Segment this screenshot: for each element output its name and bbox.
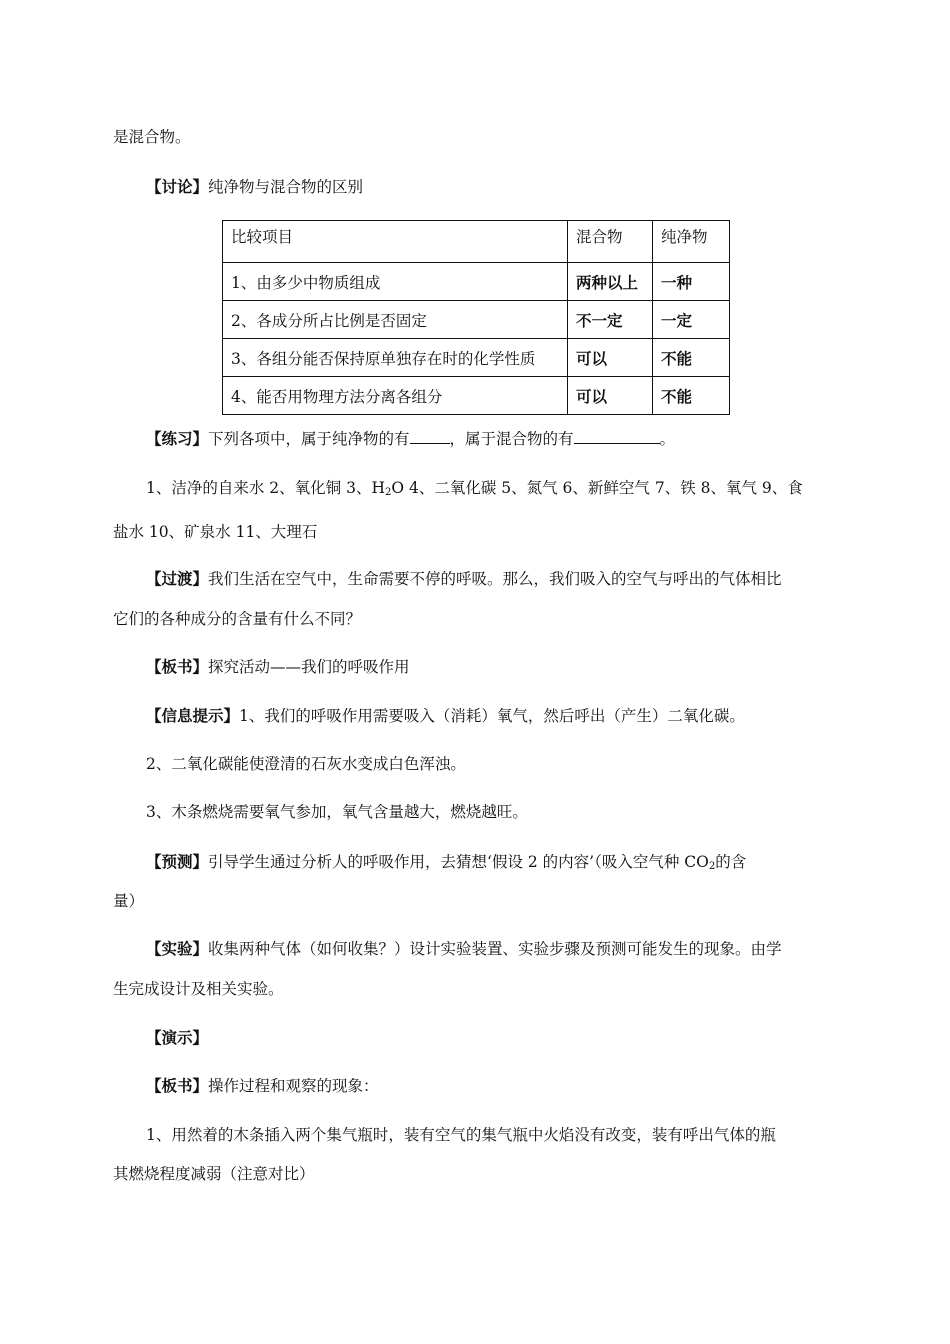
table-row (223, 339, 730, 377)
section-tag: 【讨论】 (146, 178, 209, 196)
predict-paragraph: 【预测】引导学生通过分析人的呼吸作用，去猜想‘假设 2 的内容’（吸入空气种 $CO_2$的含 (146, 853, 747, 872)
table-header-cell: 纯净物 (653, 221, 730, 263)
table-header-cell: 混合物 (568, 221, 653, 263)
observation-paragraph: 1、用然着的木条插入两个集气瓶时，装有空气的集气瓶中火焰没有改变，装有呼出气体的瓶 (146, 1126, 776, 1144)
info-paragraph: 2、二氧化碳能使澄清的石灰水变成白色浑浊。 (146, 755, 466, 773)
observation-paragraph: 其燃烧程度减弱（注意对比） (113, 1165, 315, 1183)
table-cell: 4、能否用物理方法分离各组分 (223, 377, 568, 415)
experiment-paragraph: 【实验】收集两种气体（如何收集？）设计实验装置、实验步骤及预测可能发生的现象。由学 (146, 940, 782, 958)
table-row (223, 263, 730, 301)
predict-paragraph: 量） (113, 892, 145, 910)
experiment-paragraph: 生完成设计及相关实验。 (113, 980, 284, 998)
discussion-heading: 【讨论】纯净物与混合物的区别 (146, 178, 364, 196)
demo-heading (146, 1028, 208, 1048)
table-row (223, 301, 730, 339)
board-heading: 【板书】操作过程和观察的现象： (146, 1077, 379, 1095)
table-header-cell: 比较项目 (223, 221, 568, 263)
exercise-heading: 【练习】下列各项中，属于纯净物的有 ，属于混合物的有 。 (146, 430, 676, 448)
section-tag: 【过渡】 (146, 570, 209, 588)
section-tag: 【预测】 (146, 853, 209, 871)
table-cell: 可以 (568, 339, 653, 377)
exercise-items: 1、洁净的自来水 2、氧化铜 3、$H_2O$ 4、二氧化碳 5、氮气 6、新鲜空气 7、铁 8、氧气 9、食 (146, 479, 803, 498)
table-cell: 2、各成分所占比例是否固定 (223, 301, 568, 339)
table-cell: 3、各组分能否保持原单独存在时的化学性质 (223, 339, 568, 377)
table-cell: 一定 (653, 301, 730, 339)
text-line: 是混合物。 (113, 128, 191, 146)
section-tag: 【演示】 (146, 1029, 209, 1047)
answer-blank (410, 428, 450, 444)
answer-blank (574, 428, 660, 444)
section-tag: 【板书】 (146, 658, 209, 676)
table-cell: 不一定 (568, 301, 653, 339)
table-cell: 可以 (568, 377, 653, 415)
table-cell: 不能 (653, 339, 730, 377)
table-cell: 1、由多少中物质组成 (223, 263, 568, 301)
table-cell: 两种以上 (568, 263, 653, 301)
transition-paragraph: 它们的各种成分的含量有什么不同？ (113, 610, 362, 628)
table-cell: 一种 (653, 263, 730, 301)
table-header-row (223, 221, 730, 263)
exercise-items: 盐水 10、矿泉水 11、大理石 (113, 523, 318, 541)
comparison-table (222, 220, 730, 415)
board-heading: 【板书】探究活动——我们的呼吸作用 (146, 658, 410, 676)
info-paragraph: 3、木条燃烧需要氧气参加，氧气含量越大，燃烧越旺。 (146, 803, 528, 821)
table-row (223, 377, 730, 415)
info-paragraph: 【信息提示】1、我们的呼吸作用需要吸入（消耗）氧气，然后呼出（产生）二氧化碳。 (146, 707, 745, 725)
section-tag: 【板书】 (146, 1077, 209, 1095)
section-tag: 【信息提示】 (146, 707, 240, 725)
transition-paragraph: 【过渡】我们生活在空气中，生命需要不停的呼吸。那么，我们吸入的空气与呼出的气体相比 (146, 570, 782, 588)
section-tag: 【实验】 (146, 940, 209, 958)
section-tag: 【练习】 (146, 430, 209, 448)
table-cell: 不能 (653, 377, 730, 415)
